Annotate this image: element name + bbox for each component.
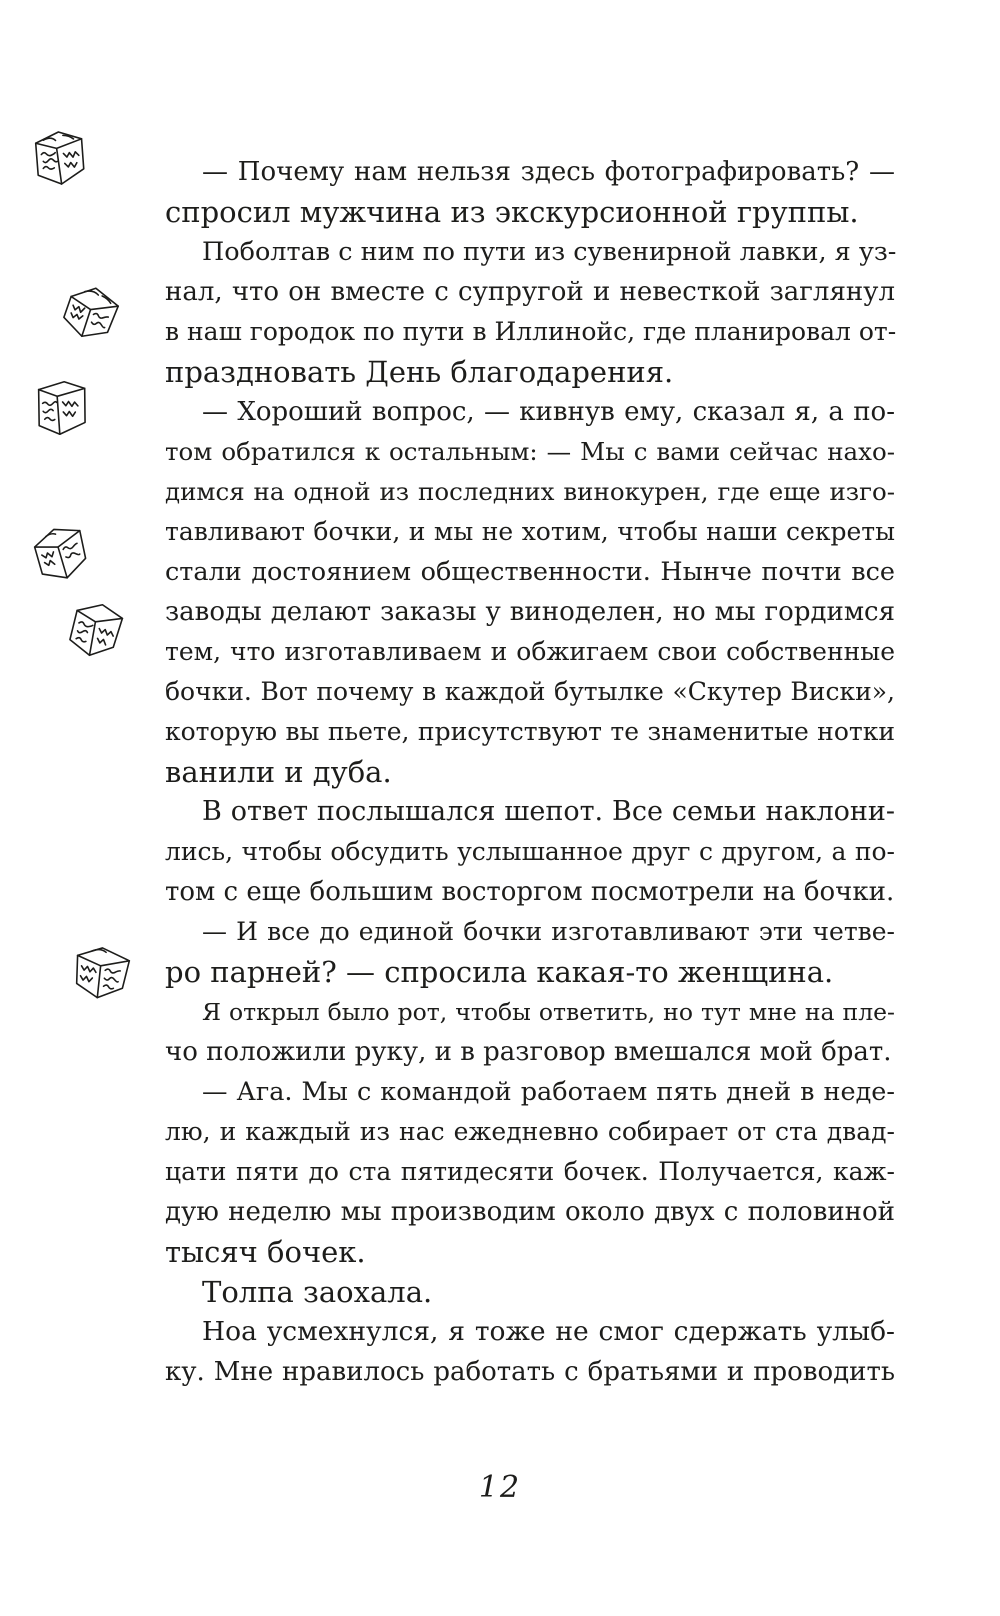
ice-cube-icon	[21, 511, 103, 593]
text-line: В ответ послышался шепот. Все семьи наклони-	[202, 796, 895, 827]
text-line: дую неделю мы производим около двух с половиной	[165, 1197, 895, 1227]
page-number: 12	[478, 1470, 522, 1505]
paragraph	[165, 1272, 895, 1312]
paragraph	[165, 1072, 895, 1272]
text-line: димся на одной из последних винокурен, где еще изго-	[165, 477, 895, 506]
text-line: лись, чтобы обсудить услышанное друг с другом, а по-	[165, 837, 895, 866]
text-line: нал, что он вместе с супругой и невесткой заглянул	[165, 277, 895, 307]
paragraph	[165, 912, 895, 992]
ice-cube-icon	[67, 937, 137, 1007]
text-line: Ноа усмехнулся, я тоже не смог сдержать улыб-	[202, 1316, 895, 1347]
text-line: тем, что изготавливаем и обжигаем свои собственные	[165, 637, 895, 666]
text-line: — Хороший вопрос, — кивнув ему, сказал я, а по-	[202, 397, 895, 427]
text-line: том обратился к остальным: — Мы с вами сейчас нахо-	[165, 437, 895, 466]
text-line: — И все до единой бочки изготавливают эти четве-	[202, 917, 895, 946]
text-line: том с еще большим восторгом посмотрели на бочки.	[165, 877, 895, 907]
text-line: чо положили руку, и в разговор вмешался мой брат.	[165, 1037, 892, 1067]
paragraph	[165, 1312, 895, 1392]
text-line: ванили и дуба.	[165, 755, 392, 789]
text-line: праздновать День благодарения.	[165, 355, 674, 389]
text-line: Толпа заохала.	[202, 1275, 433, 1309]
text-line: Поболтав с ним по пути из сувенирной лавки, я уз-	[202, 237, 897, 267]
text-line: бочки. Вот почему в каждой бутылке «Скутер Виски»,	[165, 677, 895, 706]
text-line: тавливают бочки, и мы не хотим, чтобы наши секреты	[165, 517, 895, 546]
text-line: тысяч бочек.	[165, 1235, 366, 1269]
text-line: заводы делают заказы у виноделен, но мы гордимся	[165, 597, 895, 627]
ice-cube-icon	[53, 273, 131, 351]
paragraph	[165, 232, 895, 392]
text-line: лю, и каждый из нас ежедневно собирает от ста двад-	[165, 1117, 895, 1146]
text-line: ку. Мне нравилось работать с братьями и проводить	[165, 1357, 895, 1387]
page-body	[165, 152, 895, 1392]
text-line: Я открыл было рот, чтобы ответить, но тут мне на пле-	[202, 998, 895, 1026]
paragraph	[165, 792, 895, 912]
text-line: которую вы пьете, присутствуют те знаменитые нотки	[165, 717, 895, 746]
text-line: — Ага. Мы с командой работаем пять дней в неде-	[202, 1077, 895, 1107]
paragraph	[165, 392, 895, 792]
text-line: спросил мужчина из экскурсионной группы.	[165, 195, 859, 229]
ice-cube-icon	[59, 593, 133, 667]
text-line: ро парней? — спросила какая-то женщина.	[165, 955, 834, 989]
paragraph	[165, 992, 895, 1072]
text-line: в наш городок по пути в Иллинойс, где планировал от-	[165, 317, 897, 346]
ice-cube-icon	[28, 374, 96, 442]
text-line: цати пяти до ста пятидесяти бочек. Получается, каж-	[165, 1157, 895, 1186]
paragraph	[165, 152, 895, 232]
text-line: — Почему нам нельзя здесь фотографировать? —	[202, 157, 895, 187]
text-line: стали достоянием общественности. Нынче почти все	[165, 557, 895, 587]
ice-cube-icon	[24, 122, 96, 194]
